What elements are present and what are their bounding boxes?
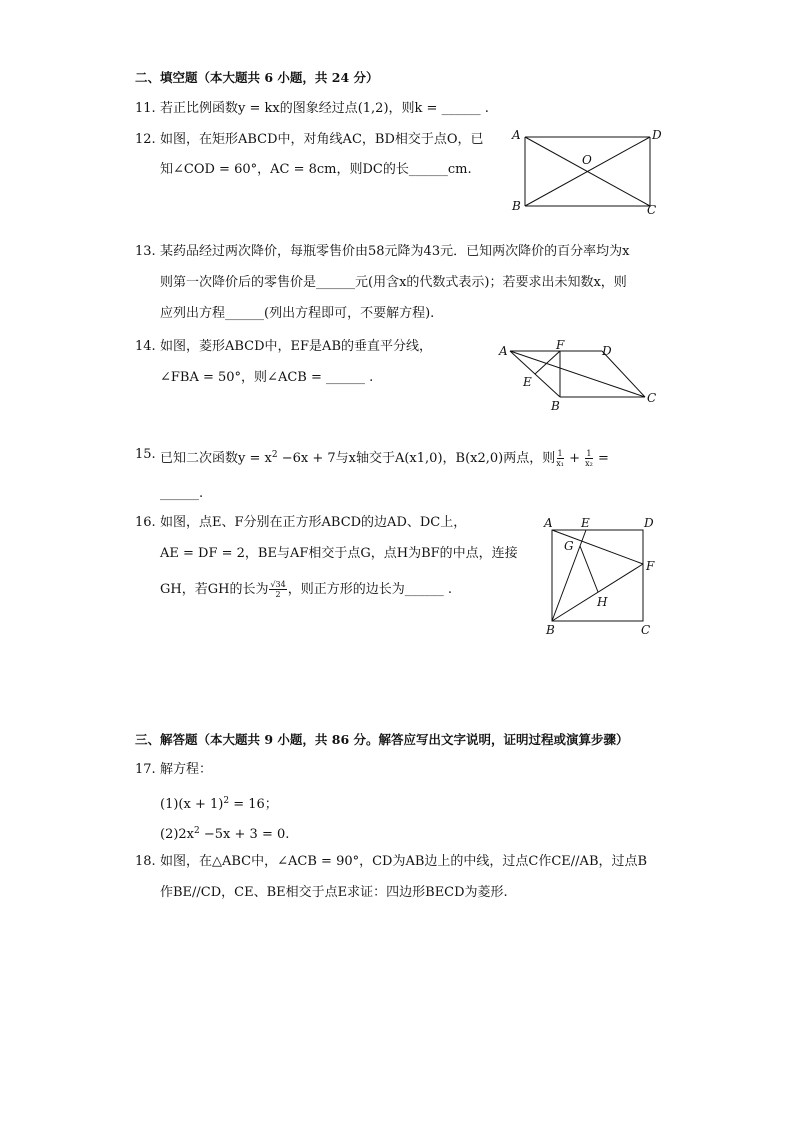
label-f: F: [556, 338, 565, 352]
rectangle-figure: [505, 124, 665, 218]
label-e: E: [581, 516, 590, 530]
q15-exponent: 2: [271, 450, 278, 460]
question-15-number: 15.: [135, 447, 156, 462]
frac-2-numerator: 1: [586, 449, 592, 458]
q16-part-a: GH，若GH的长为: [160, 582, 269, 597]
q15-fraction-2: [585, 449, 593, 468]
question-13-line-2: 则第一次降价后的零售价是______元(用含x的代数式表示)；若要求出未知数x，则: [160, 275, 627, 290]
question-12-line-2: 知∠COD = 60°，AC = 8cm，则DC的长______cm.: [160, 162, 472, 177]
question-14-line-1: 如图，菱形ABCD中，EF是AB的垂直平分线，: [160, 339, 433, 354]
q15-equals: =: [593, 451, 609, 466]
question-12-line-1: 如图，在矩形ABCD中，对角线AC，BD相交于点O，已: [160, 132, 484, 147]
frac-1-denominator: x₁: [556, 459, 564, 468]
label-c: C: [647, 391, 657, 405]
label-c: C: [647, 203, 657, 217]
question-16-number: 16.: [135, 515, 156, 530]
label-h: H: [597, 595, 608, 609]
question-17-number: 17.: [135, 762, 156, 777]
q17-p2-a: (2)2x: [160, 827, 195, 842]
frac-1-numerator: 1: [557, 449, 563, 458]
label-d: D: [652, 128, 662, 142]
question-11-number: 11.: [135, 101, 156, 116]
question-13-line-3: 应列出方程______(列出方程即可，不要解方程).: [160, 306, 435, 321]
question-15-line-1: [160, 446, 609, 468]
question-16-line-3: [160, 580, 452, 599]
q17-p1-a: (1)(x + 1): [160, 797, 224, 812]
frac-2-denominator: x₂: [585, 459, 593, 468]
q16-part-b: ，则正方形的边长为______ .: [287, 582, 452, 597]
label-d: D: [602, 344, 612, 358]
label-o: O: [582, 153, 592, 167]
q15-fraction-1: [556, 449, 564, 468]
section-2-heading: 二、填空题（本大题共 6 小题，共 24 分）: [135, 70, 379, 85]
question-11-text: 若正比例函数y = kx的图象经过点(1,2)，则k = ______ .: [160, 101, 489, 116]
q16-frac-numerator: √34: [270, 580, 286, 589]
q17-p2-b: −5x + 3 = 0.: [199, 827, 290, 842]
rhombus-figure: [495, 338, 665, 412]
question-13-line-1: 某药品经过两次降价，每瓶零售价由58元降为43元．已知两次降价的百分率均为x: [160, 244, 630, 259]
question-18-line-2: 作BE//CD，CE、BE相交于点E求证：四边形BECD为菱形.: [160, 885, 508, 900]
q15-part-b: −6x + 7与x轴交于A(x: [277, 451, 417, 466]
question-14-number: 14.: [135, 339, 156, 354]
q16-fraction: [269, 580, 286, 599]
label-a: A: [544, 516, 553, 530]
q17-p1-exponent: 2: [223, 796, 230, 806]
question-17-title: 解方程：: [160, 762, 213, 777]
question-18-number: 18.: [135, 854, 156, 869]
question-16-line-2: AE = DF = 2，BE与AF相交于点G，点H为BF的中点，连接: [160, 546, 518, 561]
label-e: E: [523, 375, 532, 389]
label-f: F: [646, 559, 655, 573]
section-3-heading: 三、解答题（本大题共 9 小题，共 86 分。解答应写出文字说明，证明过程或演算步骤）: [135, 732, 629, 747]
q15-part-d: 2,0)两点，则: [477, 451, 556, 466]
label-a: A: [512, 128, 521, 142]
label-b: B: [512, 199, 521, 213]
label-a: A: [499, 344, 508, 358]
question-15-line-2: ______.: [160, 486, 204, 501]
label-d: D: [644, 516, 654, 530]
question-16-line-1: 如图，点E、F分别在正方形ABCD的边AD、DC上，: [160, 515, 467, 530]
label-c: C: [641, 623, 651, 637]
question-13-number: 13.: [135, 244, 156, 259]
q15-part-c: 1,0)，B(x: [416, 451, 478, 466]
question-18-line-1: 如图，在△ABC中，∠ACB = 90°，CD为AB边上的中线，过点C作CE//AB，过点B: [160, 854, 648, 869]
q17-p1-b: = 16；: [229, 797, 278, 812]
q17-p2-exponent: 2: [194, 826, 200, 836]
label-b: B: [551, 399, 560, 412]
question-12-number: 12.: [135, 132, 156, 147]
q16-frac-denominator: 2: [275, 590, 281, 599]
square-figure: [538, 512, 668, 640]
label-b: B: [546, 623, 555, 637]
question-17-part-1: [160, 792, 278, 814]
question-14-line-2: ∠FBA = 50°，则∠ACB = ______ .: [160, 370, 374, 385]
label-g: G: [564, 539, 574, 553]
question-17-part-2: [160, 822, 289, 844]
q15-plus: +: [564, 451, 585, 466]
q15-part-a: 已知二次函数y = x: [160, 451, 272, 466]
